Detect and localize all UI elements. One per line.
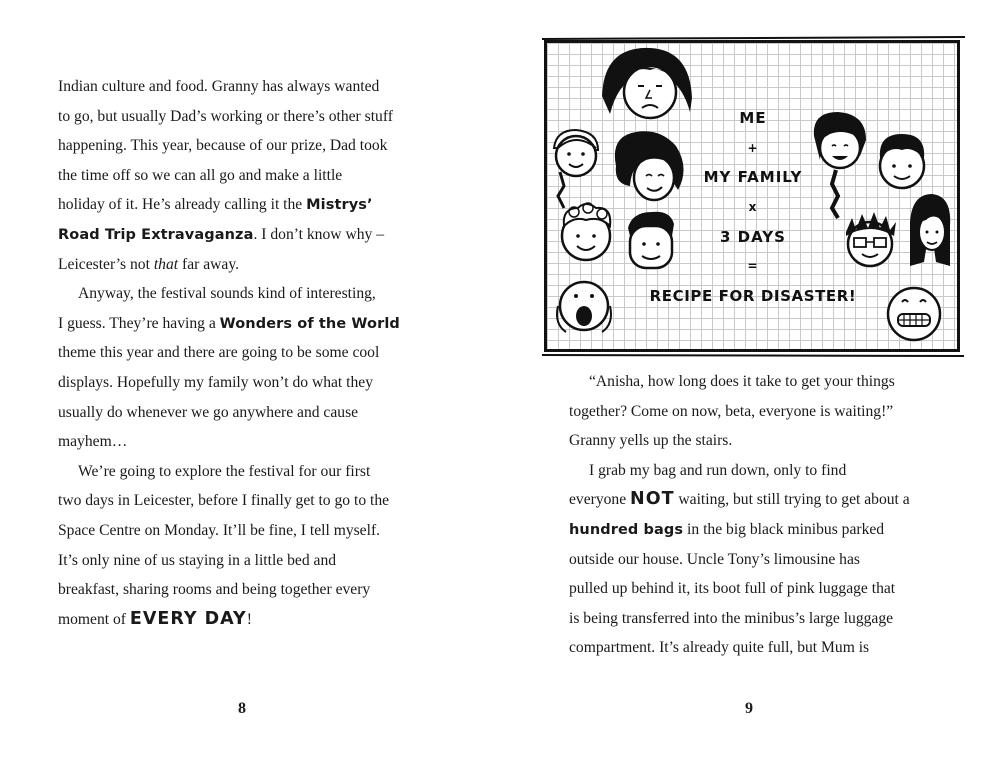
emphasis-text: Road Trip Extravaganza bbox=[58, 226, 254, 243]
text-line: Anyway, the festival sounds kind of interesting, bbox=[78, 285, 376, 303]
text-line: outside our house. Uncle Tony’s limousine has bbox=[569, 550, 860, 568]
text-line bbox=[58, 220, 438, 250]
recipe-line: MY FAMILY bbox=[703, 168, 803, 187]
text-span: . I don’t know why – bbox=[253, 225, 384, 243]
text-line: together? Come on now, beta, everyone is waiting!” bbox=[569, 402, 894, 420]
text-line: the time off so we can all go and make a little bbox=[58, 166, 343, 184]
text-span: far away. bbox=[178, 255, 239, 273]
family-illustration bbox=[540, 36, 966, 358]
recipe-line: ME bbox=[739, 109, 767, 127]
text-line: Granny yells up the stairs. bbox=[569, 432, 733, 450]
text-span: Leicester’s not bbox=[58, 255, 154, 273]
text-line: is being transferred into the minibus’s large luggage bbox=[569, 609, 894, 627]
text-line bbox=[58, 605, 438, 635]
emphasis-text: NOT bbox=[630, 489, 675, 510]
text-line: to go, but usually Dad’s working or there’s other stuff bbox=[58, 107, 393, 125]
page-number: 9 bbox=[745, 700, 753, 717]
text-line bbox=[569, 485, 949, 515]
curly-hair-boy-face-icon bbox=[562, 203, 610, 260]
text-span: ! bbox=[246, 610, 252, 628]
recipe-operator: = bbox=[747, 259, 759, 274]
left-page-text bbox=[58, 72, 438, 634]
text-line bbox=[58, 309, 438, 339]
text-line: Indian culture and food. Granny has always wanted bbox=[58, 78, 380, 95]
text-span: I guess. They’re having a bbox=[58, 314, 220, 332]
text-line: usually do whenever we go anywhere and cause bbox=[58, 403, 359, 421]
text-line: We’re going to explore the festival for our first bbox=[78, 462, 371, 480]
text-span: holiday of it. He’s already calling it the bbox=[58, 196, 307, 214]
text-line: It’s only nine of us staying in a little bed and bbox=[58, 551, 337, 569]
text-line: happening. This year, because of our prize, Dad took bbox=[58, 137, 388, 155]
text-line: Space Centre on Monday. It’ll be fine, I tell myself. bbox=[58, 521, 381, 539]
text-span: everyone bbox=[569, 491, 631, 509]
text-line bbox=[58, 250, 438, 280]
screaming-face-icon bbox=[557, 282, 611, 332]
emphasis-text: Wonders of the World bbox=[219, 315, 400, 332]
page-number: 8 bbox=[238, 700, 246, 717]
text-line: two days in Leicester, before I finally get to go to the bbox=[58, 492, 390, 510]
emphasis-text: Mistrys’ bbox=[306, 197, 373, 214]
grimacing-face-icon bbox=[888, 288, 940, 340]
recipe-line: RECIPE FOR DISASTER! bbox=[649, 287, 857, 306]
recipe-operator: + bbox=[747, 140, 759, 155]
recipe-operator: x bbox=[748, 200, 758, 215]
text-line: mayhem… bbox=[58, 433, 128, 451]
text-line: breakfast, sharing rooms and being together every bbox=[58, 581, 371, 599]
recipe-line: 3 DAYS bbox=[720, 227, 786, 246]
text-line bbox=[58, 190, 438, 220]
text-span: in the big black minibus parked bbox=[683, 520, 885, 538]
text-line: pulled up behind it, its boot full of pink luggage that bbox=[569, 580, 896, 598]
text-line: “Anisha, how long does it take to get your things bbox=[589, 373, 895, 390]
right-page-text bbox=[569, 367, 949, 663]
emphasis-text: hundred bags bbox=[569, 521, 684, 538]
text-line: compartment. It’s already quite full, but Mum is bbox=[569, 639, 870, 657]
text-span: moment of bbox=[58, 610, 130, 628]
long-hair-woman-face-icon bbox=[910, 194, 950, 266]
text-line: theme this year and there are going to be some cool bbox=[58, 344, 380, 362]
text-line: displays. Hopefully my family won’t do what they bbox=[58, 373, 374, 391]
text-line bbox=[569, 515, 949, 545]
italic-text: that bbox=[153, 255, 179, 273]
text-line: I grab my bag and run down, only to find bbox=[589, 461, 847, 479]
emphasis-text: EVERY DAY bbox=[129, 608, 247, 629]
braided-girl-face-icon bbox=[554, 130, 598, 208]
curly-hair-man-face-icon bbox=[880, 134, 924, 188]
recipe-text bbox=[640, 104, 866, 312]
text-span: waiting, but still trying to get about a bbox=[674, 491, 910, 509]
